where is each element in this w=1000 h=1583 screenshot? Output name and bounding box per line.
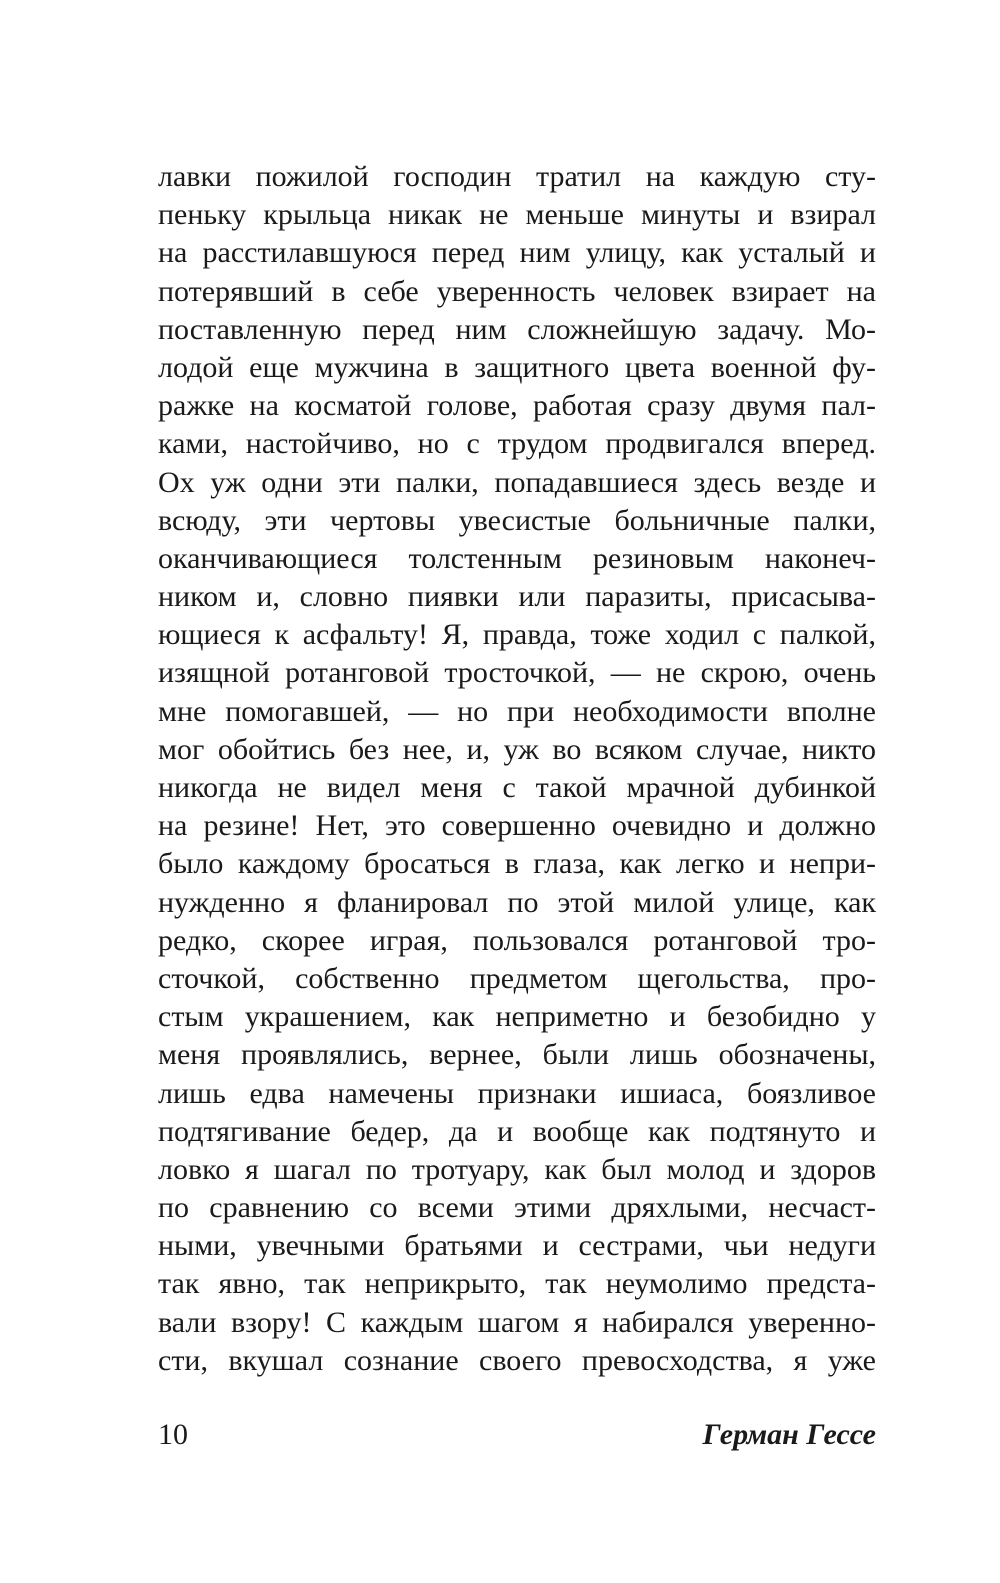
text-line: ющиеся к асфальту! Я, правда, тоже ходил с палкой,: [158, 618, 876, 652]
text-line: мне помогавшей, — но при необходимости вполне: [158, 694, 876, 728]
text-line: по сравнению со всеми этими дряхлыми, несчаст-: [158, 1191, 876, 1225]
text-line: меня проявлялись, вернее, были лишь обозначены,: [158, 1038, 876, 1072]
text-line: Ох уж одни эти палки, попадавшиеся здесь везде и: [158, 465, 876, 499]
text-line: сти, вкушал сознание своего превосходства, я уже: [158, 1343, 876, 1377]
text-line: так явно, так неприкрыто, так неумолимо предста-: [158, 1267, 876, 1301]
text-line: ловко я шагал по тротуару, как был молод и здоров: [158, 1152, 876, 1186]
text-line: лишь едва намечены признаки ишиаса, боязливое: [158, 1076, 876, 1110]
text-line: оканчивающиеся толстенным резиновым наконеч-: [158, 541, 876, 575]
text-line: было каждому бросаться в глаза, как легко и непри-: [158, 847, 876, 881]
text-line: подтягивание бедер, да и вообще как подтянуто и: [158, 1114, 876, 1148]
page-number: 10: [158, 1418, 188, 1451]
text-line: сточкой, собственно предметом щегольства, про-: [158, 961, 876, 995]
text-line: изящной ротанговой тросточкой, — не скрою, очень: [158, 656, 876, 690]
text-line: на резине! Нет, это совершенно очевидно и должно: [158, 809, 876, 843]
text-line: поставленную перед ним сложнейшую задачу. Мо-: [158, 312, 876, 346]
text-line: редко, скорее играя, пользовался ротанговой тро-: [158, 923, 876, 957]
text-line: ными, увечными братьями и сестрами, чьи недуги: [158, 1229, 876, 1263]
text-line: пеньку крыльца никак не меньше минуты и взирал: [158, 198, 876, 232]
text-line: лавки пожилой господин тратил на каждую сту-: [158, 160, 876, 193]
text-line: ником и, словно пиявки или паразиты, присасыва-: [158, 580, 876, 614]
text-line: лодой еще мужчина в защитного цвета военной фу-: [158, 350, 876, 384]
text-line: нужденно я фланировал по этой милой улице, как: [158, 885, 876, 919]
text-line: стым украшением, как неприметно и безобидно у: [158, 1000, 876, 1034]
text-line: никогда не видел меня с такой мрачной дубинкой: [158, 771, 876, 804]
text-line: мог обойтись без нее, и, уж во всяком случае, никто: [158, 732, 876, 766]
text-line: на расстилавшуюся перед ним улицу, как усталый и: [158, 236, 876, 270]
text-line: всюду, эти чертовы увесистые больничные палки,: [158, 503, 876, 537]
text-line: ками, настойчиво, но с трудом продвигался вперед.: [158, 427, 876, 461]
text-line: потерявший в себе уверенность человек взирает на: [158, 274, 876, 308]
text-line: вали взору! С каждым шагом я набирался уверенно-: [158, 1305, 876, 1339]
body-text: [158, 158, 876, 1380]
text-line: ражке на косматой голове, работая сразу двумя пал-: [158, 389, 876, 423]
running-head-author: Герман Гессе: [702, 1418, 876, 1451]
